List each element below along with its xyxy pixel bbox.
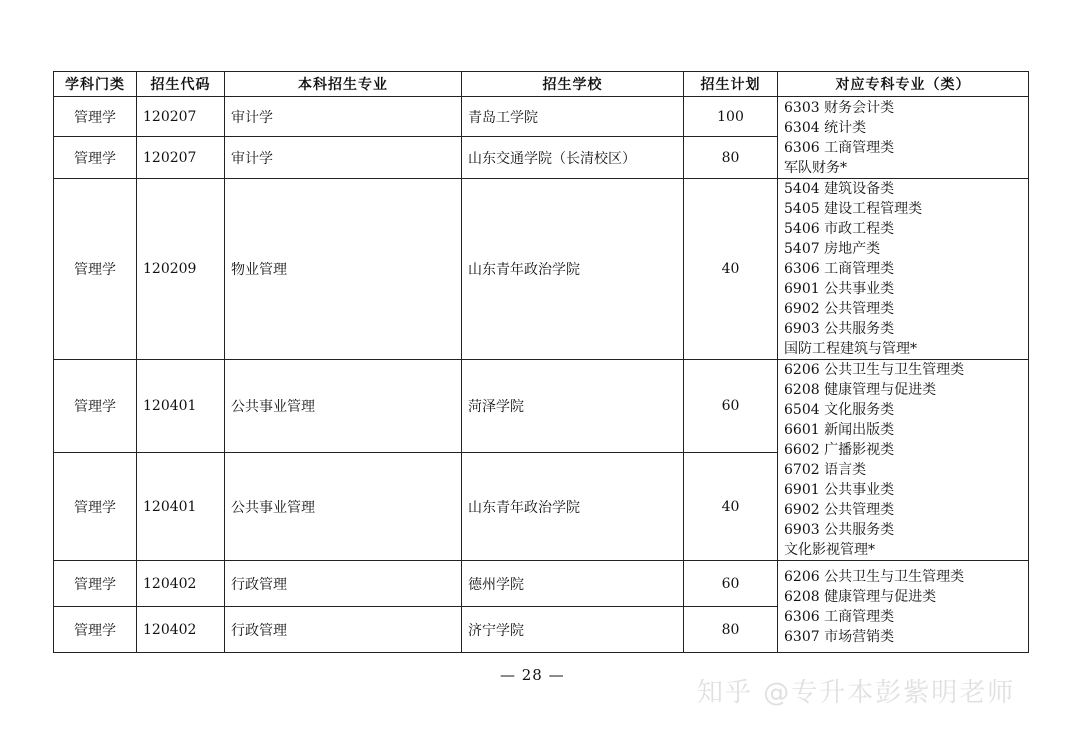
list-item: 6208 健康管理与促进类	[784, 588, 937, 605]
header-plan: 招生计划	[684, 72, 778, 97]
cell-plan: 60	[684, 561, 778, 607]
cell-category: 管理学	[54, 179, 137, 360]
header-corresponding: 对应专科专业（类）	[778, 72, 1029, 97]
cell-corresponding	[778, 561, 1029, 653]
cell-plan: 80	[684, 607, 778, 653]
cell-code: 120401	[137, 360, 225, 453]
table-row	[54, 97, 1029, 137]
list-item: 文化影视管理*	[784, 542, 875, 558]
list-item: 6602 广播影视类	[784, 442, 895, 458]
list-item: 6206 公共卫生与卫生管理类	[784, 568, 965, 585]
list-item: 5406 市政工程类	[784, 221, 895, 237]
list-item: 6304 统计类	[784, 119, 867, 136]
cell-category: 管理学	[54, 360, 137, 453]
cell-school: 青岛工学院	[462, 97, 684, 137]
header-school: 招生学校	[462, 72, 684, 97]
cell-corresponding	[778, 360, 1029, 561]
cell-school: 山东交通学院（长清校区）	[462, 137, 684, 179]
corresponding-list	[784, 360, 1022, 560]
cell-major: 行政管理	[225, 561, 462, 607]
cell-major: 行政管理	[225, 607, 462, 653]
cell-school: 菏泽学院	[462, 360, 684, 453]
cell-school: 济宁学院	[462, 607, 684, 653]
corresponding-list	[784, 179, 1022, 359]
list-item: 6303 财务会计类	[784, 99, 895, 116]
corresponding-list	[784, 98, 1022, 178]
list-item: 5404 建筑设备类	[784, 181, 895, 197]
list-item: 6903 公共服务类	[784, 321, 895, 337]
cell-category: 管理学	[54, 453, 137, 561]
list-item: 6306 工商管理类	[784, 608, 895, 625]
cell-category: 管理学	[54, 97, 137, 137]
cell-school: 德州学院	[462, 561, 684, 607]
cell-category: 管理学	[54, 137, 137, 179]
corresponding-list	[784, 567, 1022, 647]
header-major: 本科招生专业	[225, 72, 462, 97]
list-item: 6306 工商管理类	[784, 261, 895, 277]
list-item: 6307 市场营销类	[784, 628, 895, 645]
list-item: 5405 建设工程管理类	[784, 201, 923, 217]
list-item: 6208 健康管理与促进类	[784, 382, 937, 398]
table-row	[54, 179, 1029, 360]
cell-category: 管理学	[54, 561, 137, 607]
list-item: 6702 语言类	[784, 462, 867, 478]
cell-plan: 100	[684, 97, 778, 137]
cell-code: 120207	[137, 137, 225, 179]
cell-corresponding	[778, 179, 1029, 360]
list-item: 6206 公共卫生与卫生管理类	[784, 362, 965, 378]
header-code: 招生代码	[137, 72, 225, 97]
table-row	[54, 360, 1029, 453]
list-item: 6901 公共事业类	[784, 482, 895, 498]
cell-major: 审计学	[225, 97, 462, 137]
cell-code: 120402	[137, 561, 225, 607]
header-category: 学科门类	[54, 72, 137, 97]
cell-plan: 80	[684, 137, 778, 179]
cell-major: 物业管理	[225, 179, 462, 360]
cell-code: 120207	[137, 97, 225, 137]
list-item: 6902 公共管理类	[784, 502, 895, 518]
enrollment-table	[53, 71, 1029, 653]
cell-code: 120209	[137, 179, 225, 360]
list-item: 6601 新闻出版类	[784, 422, 895, 438]
cell-code: 120402	[137, 607, 225, 653]
list-item: 6902 公共管理类	[784, 301, 895, 317]
list-item: 6903 公共服务类	[784, 522, 895, 538]
cell-corresponding	[778, 97, 1029, 179]
list-item: 国防工程建筑与管理*	[784, 341, 917, 357]
cell-school: 山东青年政治学院	[462, 453, 684, 561]
list-item: 6901 公共事业类	[784, 281, 895, 297]
list-item: 6504 文化服务类	[784, 402, 895, 418]
list-item: 军队财务*	[784, 159, 847, 176]
page-number: — 28 —	[500, 666, 565, 684]
cell-plan: 60	[684, 360, 778, 453]
table-row	[54, 561, 1029, 607]
list-item: 5407 房地产类	[784, 241, 881, 257]
cell-plan: 40	[684, 453, 778, 561]
cell-major: 公共事业管理	[225, 453, 462, 561]
cell-code: 120401	[137, 453, 225, 561]
cell-plan: 40	[684, 179, 778, 360]
cell-school: 山东青年政治学院	[462, 179, 684, 360]
cell-major: 审计学	[225, 137, 462, 179]
cell-major: 公共事业管理	[225, 360, 462, 453]
table-header-row	[54, 72, 1029, 97]
cell-category: 管理学	[54, 607, 137, 653]
list-item: 6306 工商管理类	[784, 139, 895, 156]
watermark: 知乎 @专升本彭紫明老师	[697, 678, 1016, 708]
